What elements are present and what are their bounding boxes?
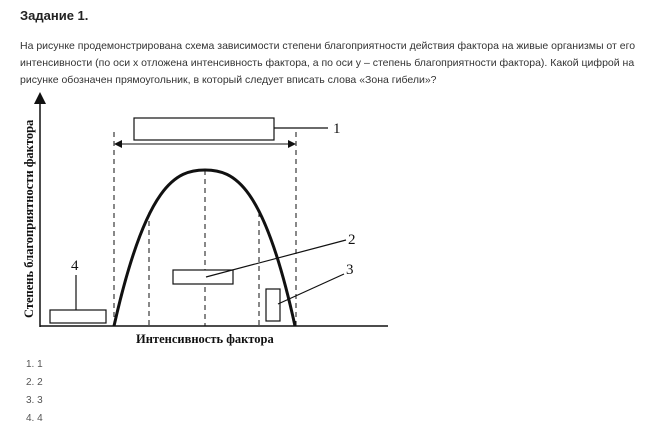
answer-option-1[interactable]: 1. 1 — [26, 359, 43, 370]
label-2: 2 — [348, 232, 356, 248]
leader-line-3 — [278, 274, 344, 304]
label-1: 1 — [333, 121, 341, 137]
leader-line-2 — [206, 240, 346, 277]
label-4: 4 — [71, 258, 79, 274]
tolerance-diagram — [16, 92, 396, 352]
answer-option-3[interactable]: 3. 3 — [26, 395, 43, 406]
range-arrow-right-head — [288, 140, 296, 148]
task-title: Задание 1. — [20, 8, 89, 23]
rect-1 — [134, 118, 274, 140]
y-axis-label: Степень благоприятности фактора — [22, 119, 36, 318]
range-arrow-left-head — [114, 140, 122, 148]
diagram-svg — [16, 92, 396, 352]
answer-option-4[interactable]: 4. 4 — [26, 413, 43, 424]
rect-4 — [50, 310, 106, 323]
answer-option-2[interactable]: 2. 2 — [26, 377, 43, 388]
answer-options — [26, 356, 43, 428]
x-axis-label: Интенсивность фактора — [136, 332, 274, 346]
rect-3 — [266, 289, 280, 321]
label-3: 3 — [346, 262, 354, 278]
question-text: На рисунке продемонстрирована схема зависимости степени благоприятности действия фактора на живые организмы от его интенсивности (по оси х отложена интенсивность фактора, а по оси y – степень благоприятности фактора). Какой цифрой на рисунке обозначен прямоугольник, в который следует вписать слова «Зона гибели»? — [20, 40, 636, 86]
